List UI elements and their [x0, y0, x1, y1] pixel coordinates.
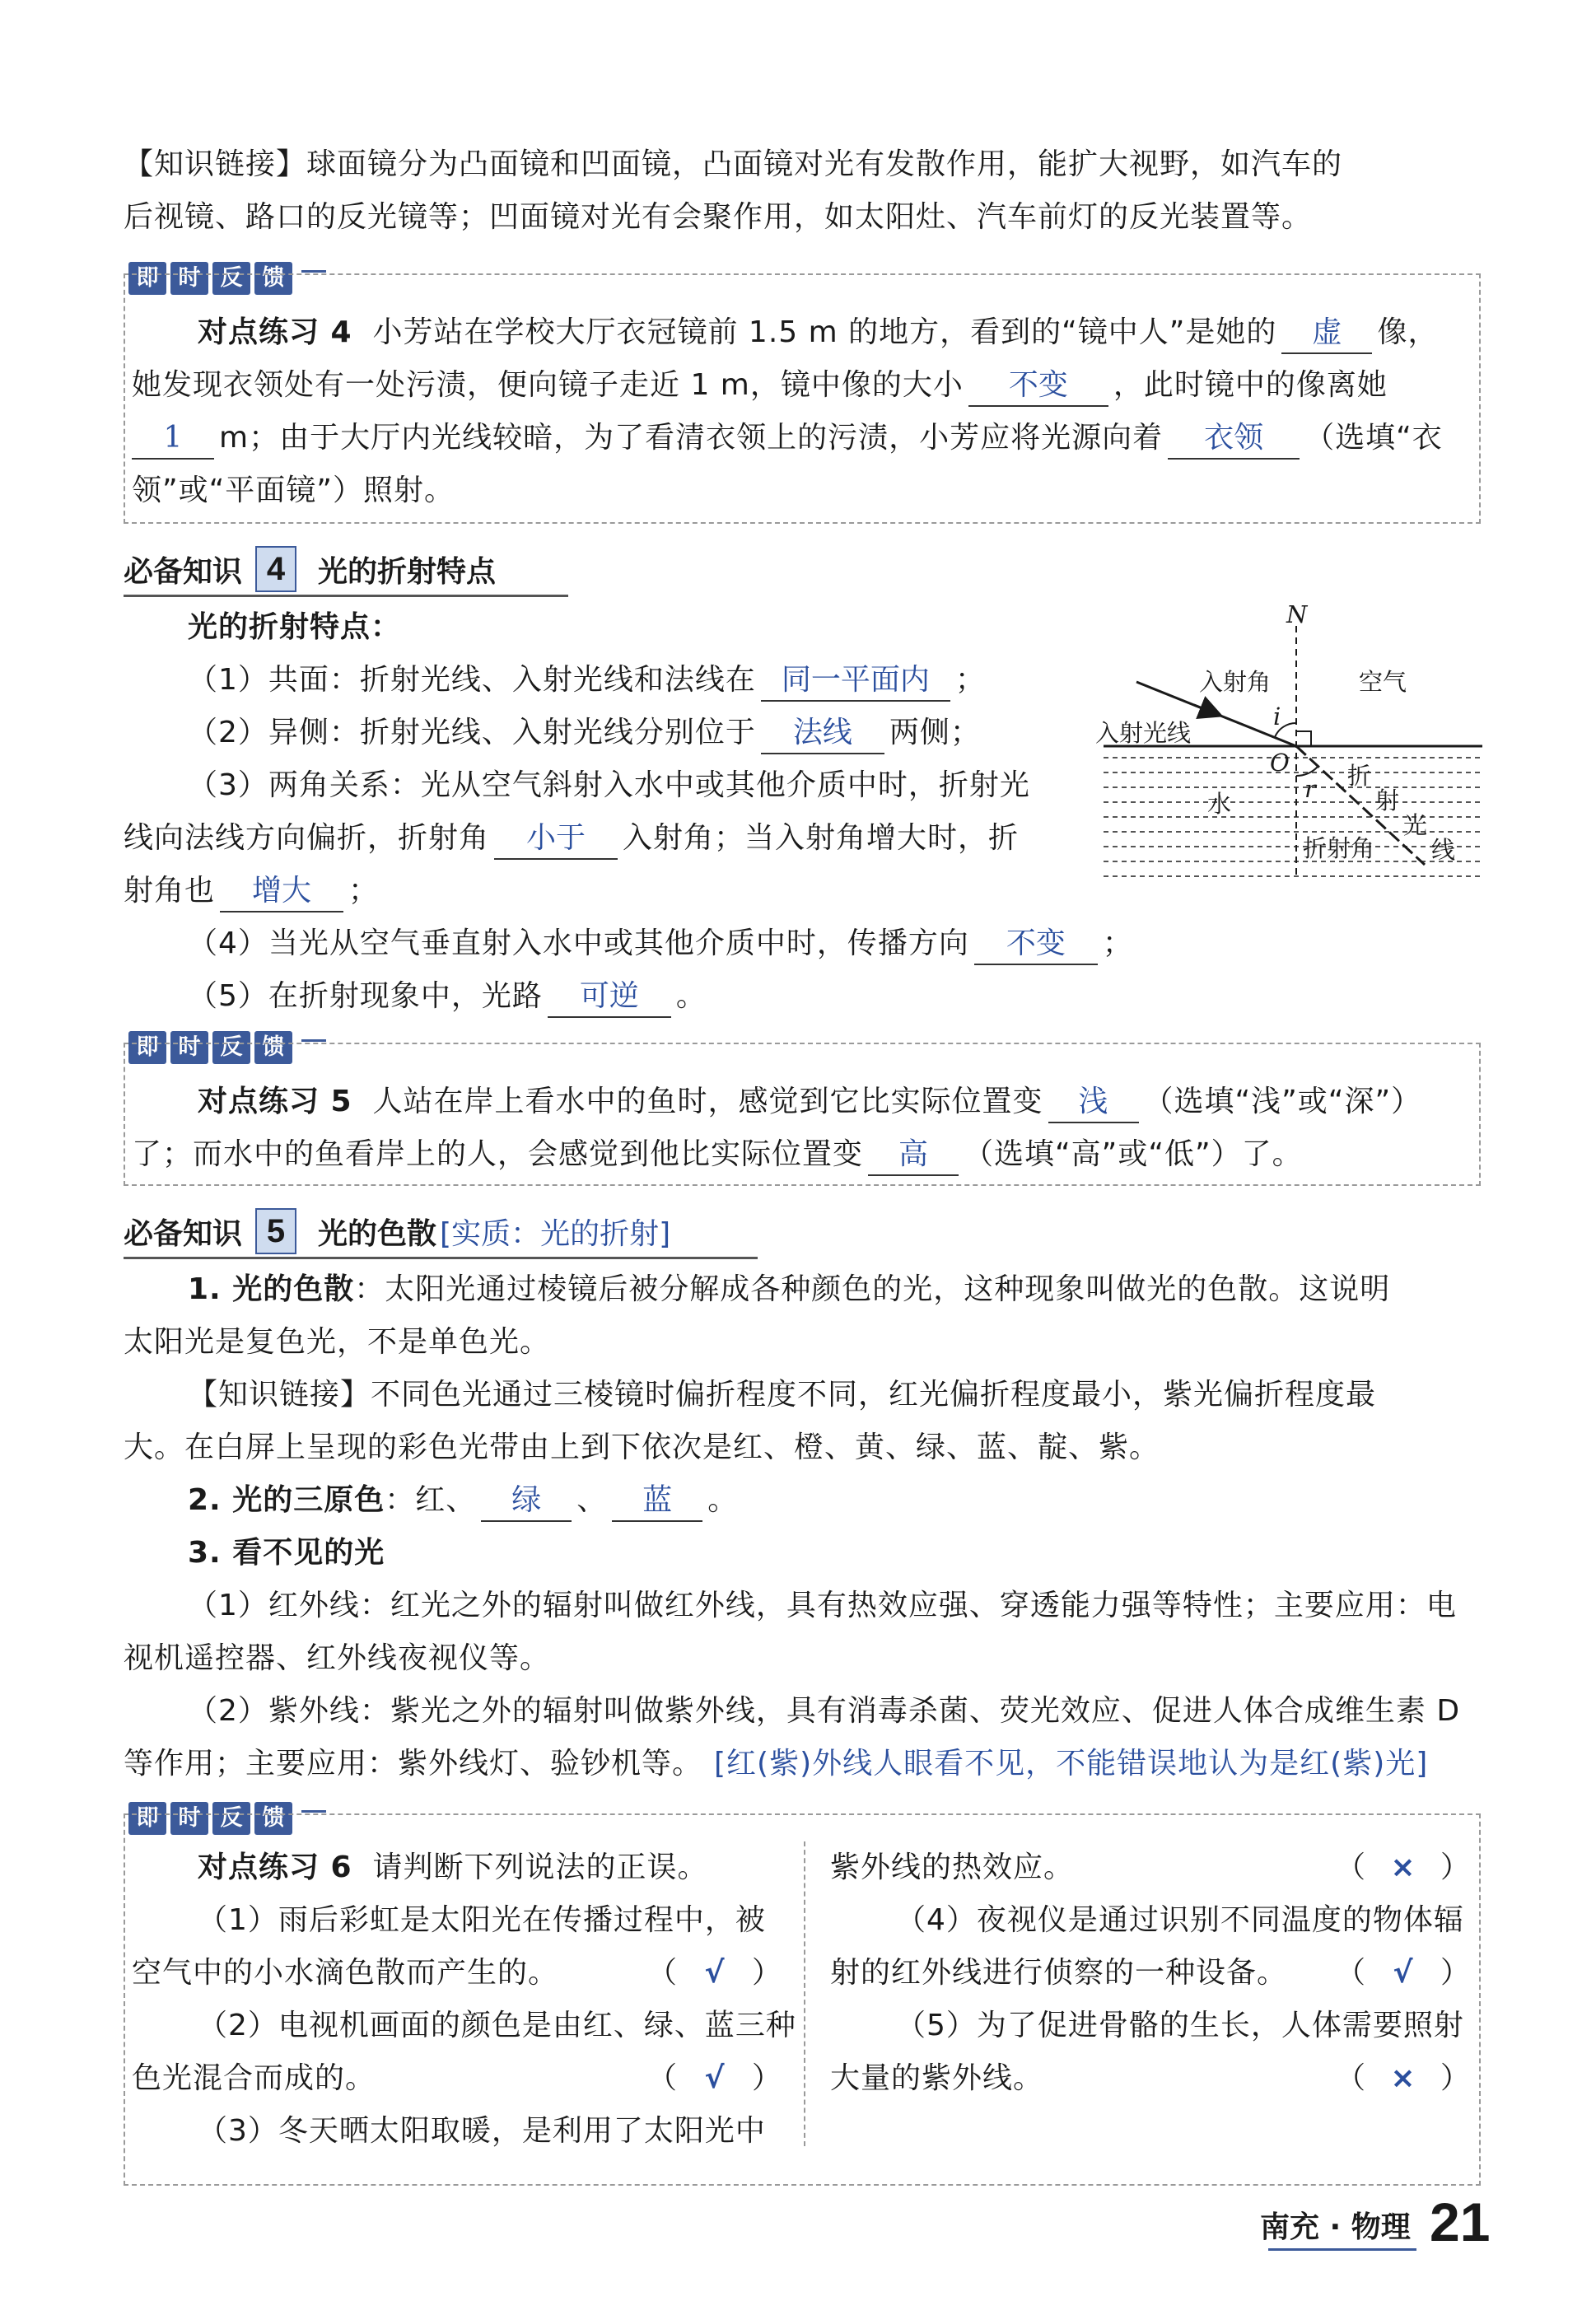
infrared-text: （1）红外线：红光之外的辐射叫做红外线，具有热效应强、穿透能力强等特性；主要应用：电 — [188, 1589, 1457, 1622]
footer-label: 南充 · 物理 — [1260, 2210, 1411, 2244]
water-label: 水 — [1207, 790, 1232, 818]
feedback-tag: 即 时 反 馈 — [128, 1802, 292, 1835]
page-number: 21 — [1430, 2191, 1491, 2252]
statement-2-cont: 色光混合而成的。 （ √ ） — [132, 2052, 782, 2105]
section-number: 4 — [255, 546, 296, 592]
refracted-ray-label-1: 折 — [1347, 762, 1372, 790]
normal-label: N — [1286, 600, 1308, 628]
answer-blank: 衣领 — [1168, 418, 1300, 460]
judgement-3: （ × ） — [1336, 1841, 1471, 1894]
statement-2: （2）电视机画面的颜色是由红、绿、蓝三种 — [198, 2009, 796, 2042]
exercise-label: 对点练习 5 — [198, 1085, 352, 1118]
statement-3: （3）冬天晒太阳取暖，是利用了太阳光中 — [198, 2114, 766, 2148]
refraction-heading: 光的折射特点： — [188, 610, 402, 644]
ultraviolet-text-cont: 等作用；主要应用：紫外线灯、验钞机等。 [红(紫)外线人眼看不见，不能错误地认为是红(紫)光] — [124, 1747, 1429, 1781]
refracted-ray-label-3: 光 — [1403, 811, 1428, 839]
wrong-mark: × — [1390, 1851, 1416, 1884]
primary-colors: 2. 光的三原色：红、 绿 、 蓝 。 — [188, 1474, 738, 1527]
judgement-2: （ √ ） — [647, 2052, 782, 2105]
refraction-diagram — [1095, 593, 1491, 881]
answer-blank: 增大 — [220, 871, 343, 912]
answer-blank: 不变 — [968, 366, 1108, 407]
exercise-4-line-4: 领”或“平面镜”）照射。 — [132, 474, 455, 507]
judgement-1: （ √ ） — [647, 1947, 782, 2000]
section-5-header: 必备知识 5 光的色散 [实质：光的折射] — [124, 1206, 670, 1257]
exercise-4-line-1: 对点练习 4 小芳站在学校大厅衣冠镜前 1.5 m 的地方，看到的“镜中人”是她的 虚 像， — [198, 306, 1438, 359]
answer-blank: 浅 — [1048, 1082, 1139, 1123]
answer-blank: 1 — [132, 418, 214, 460]
statement-1-cont: 空气中的小水滴色散而产生的。 （ √ ） — [132, 1947, 782, 2000]
ultraviolet-text: （2）紫外线：紫光之外的辐射叫做紫外线，具有消毒杀菌、荧光效应、促进人体合成维生素 D — [188, 1694, 1461, 1728]
refracted-ray-label-2: 射 — [1375, 786, 1400, 814]
section-4-header: 必备知识 4 光的折射特点 — [124, 544, 496, 595]
judgement-5: （ × ） — [1336, 2052, 1471, 2105]
statement-5: （5）为了促进骨骼的生长，人体需要照射 — [896, 2009, 1464, 2042]
wrong-mark: × — [1390, 2061, 1416, 2095]
refraction-item-3-cont: 射角也 增大 ； — [124, 865, 379, 917]
invisible-light-heading: 3. 看不见的光 — [188, 1536, 385, 1570]
refraction-item-3-cont: 线向法线方向偏折，折射角 小于 入射角；当入射角增大时，折 — [124, 812, 1019, 865]
answer-blank: 高 — [868, 1135, 959, 1176]
refraction-item-2: （2）异侧：折射光线、入射光线分别位于 法线 两侧； — [188, 707, 981, 759]
exercise-5-line-1: 对点练习 5 人站在岸上看水中的鱼时，感觉到它比实际位置变 浅 （选填“浅”或“深”） — [198, 1076, 1421, 1128]
statement-3-cont: 紫外线的热效应。 （ × ） — [830, 1841, 1471, 1894]
refracted-ray-label-4: 线 — [1431, 836, 1456, 864]
correct-mark: √ — [704, 1956, 726, 1990]
exercise-5-line-2: 了；而水中的鱼看岸上的人，会感觉到他比实际位置变 高 （选填“高”或“低”）了。 — [132, 1128, 1303, 1181]
incident-angle-symbol: i — [1273, 702, 1281, 730]
feedback-tag: 即 时 反 馈 — [128, 262, 292, 295]
section-title: 光的色散 — [318, 1216, 437, 1251]
dispersion-definition-cont: 太阳光是复色光，不是单色光。 — [124, 1325, 551, 1359]
feedback-tag-rule — [301, 1039, 326, 1042]
section-rule — [124, 1257, 758, 1259]
incident-ray-label: 入射光线 — [1095, 719, 1192, 747]
knowledge-link-text: 【知识链接】球面镜分为凸面镜和凹面镜，凸面镜对光有发散作用，能扩大视野，如汽车的 — [124, 147, 1343, 181]
column-divider — [804, 1841, 805, 2146]
refraction-item-4: （4）当光从空气垂直射入水中或其他介质中时，传播方向 不变 ； — [188, 917, 1133, 970]
knowledge-link-text: 大。在白屏上呈现的彩色光带由上到下依次是红、橙、黄、绿、蓝、靛、紫。 — [124, 1431, 1160, 1464]
incident-angle-label: 入射角 — [1199, 668, 1272, 696]
exercise-label: 对点练习 4 — [198, 315, 352, 349]
answer-blank: 不变 — [974, 924, 1098, 965]
refraction-item-3: （3）两角关系：光从空气斜射入水中或其他介质中时，折射光 — [188, 768, 1030, 802]
infrared-text-cont: 视机遥控器、红外线夜视仪等。 — [124, 1641, 551, 1675]
statement-5-cont: 大量的紫外线。 （ × ） — [830, 2052, 1471, 2105]
knowledge-link-text: 后视镜、路口的反光镜等；凹面镜对光有会聚作用，如太阳灶、汽车前灯的反光装置等。 — [124, 200, 1313, 234]
statement-4-cont: 射的红外线进行侦察的一种设备。 （ √ ） — [830, 1947, 1471, 2000]
exercise-label: 对点练习 6 — [198, 1851, 352, 1884]
correct-mark: √ — [1393, 1956, 1414, 1990]
answer-blank: 绿 — [481, 1481, 572, 1522]
ultraviolet-note: [红(紫)外线人眼看不见，不能错误地认为是红(紫)光] — [714, 1747, 1429, 1781]
right-angle-mark — [1296, 731, 1311, 746]
air-label: 空气 — [1359, 668, 1407, 696]
answer-blank: 小于 — [494, 819, 618, 860]
correct-mark: √ — [704, 2061, 726, 2095]
answer-blank: 可逆 — [548, 977, 671, 1018]
section-number: 5 — [255, 1208, 296, 1254]
footer-rule — [1268, 2248, 1416, 2251]
section-rule — [124, 595, 568, 597]
section-title: 光的折射特点 — [318, 554, 497, 589]
exercise-4-line-2: 她发现衣领处有一处污渍，便向镜子走近 1 m，镜中像的大小 不变 ，此时镜中的像离她 — [132, 359, 1388, 412]
feedback-tag-rule — [301, 1810, 326, 1813]
answer-blank: 虚 — [1281, 313, 1372, 354]
answer-blank: 同一平面内 — [761, 660, 950, 702]
exercise-4-line-3: 1 m；由于大厅内光线较暗，为了看清衣领上的污渍，小芳应将光源向着 衣领 （选填“衣 — [132, 412, 1443, 464]
feedback-tag-rule — [301, 270, 326, 273]
refraction-angle-symbol: r — [1304, 775, 1316, 803]
section-note: [实质：光的折射] — [440, 1216, 671, 1251]
point-o-label: O — [1270, 749, 1290, 777]
answer-blank: 法线 — [761, 713, 884, 754]
judgement-4: （ √ ） — [1336, 1947, 1471, 2000]
statement-1: （1）雨后彩虹是太阳光在传播过程中，被 — [198, 1903, 766, 1937]
refraction-angle-label: 折射角 — [1303, 834, 1375, 862]
refraction-item-1: （1）共面：折射光线、入射光线和法线在 同一平面内 ； — [188, 654, 986, 707]
feedback-tag: 即 时 反 馈 — [128, 1031, 292, 1064]
knowledge-link-text: 【知识链接】不同色光通过三棱镜时偏折程度不同，红光偏折程度最小，紫光偏折程度最 — [188, 1378, 1377, 1412]
answer-blank: 蓝 — [612, 1481, 702, 1522]
dispersion-definition: 1. 光的色散：太阳光通过棱镜后被分解成各种颜色的光，这种现象叫做光的色散。这说明 — [188, 1272, 1391, 1306]
exercise-6-intro: 对点练习 6 请判断下列说法的正误。 — [198, 1851, 708, 1884]
incident-arrow — [1194, 705, 1219, 715]
refraction-item-5: （5）在折射现象中，光路 可逆 。 — [188, 970, 707, 1023]
statement-4: （4）夜视仪是通过识别不同温度的物体辐 — [896, 1903, 1464, 1937]
